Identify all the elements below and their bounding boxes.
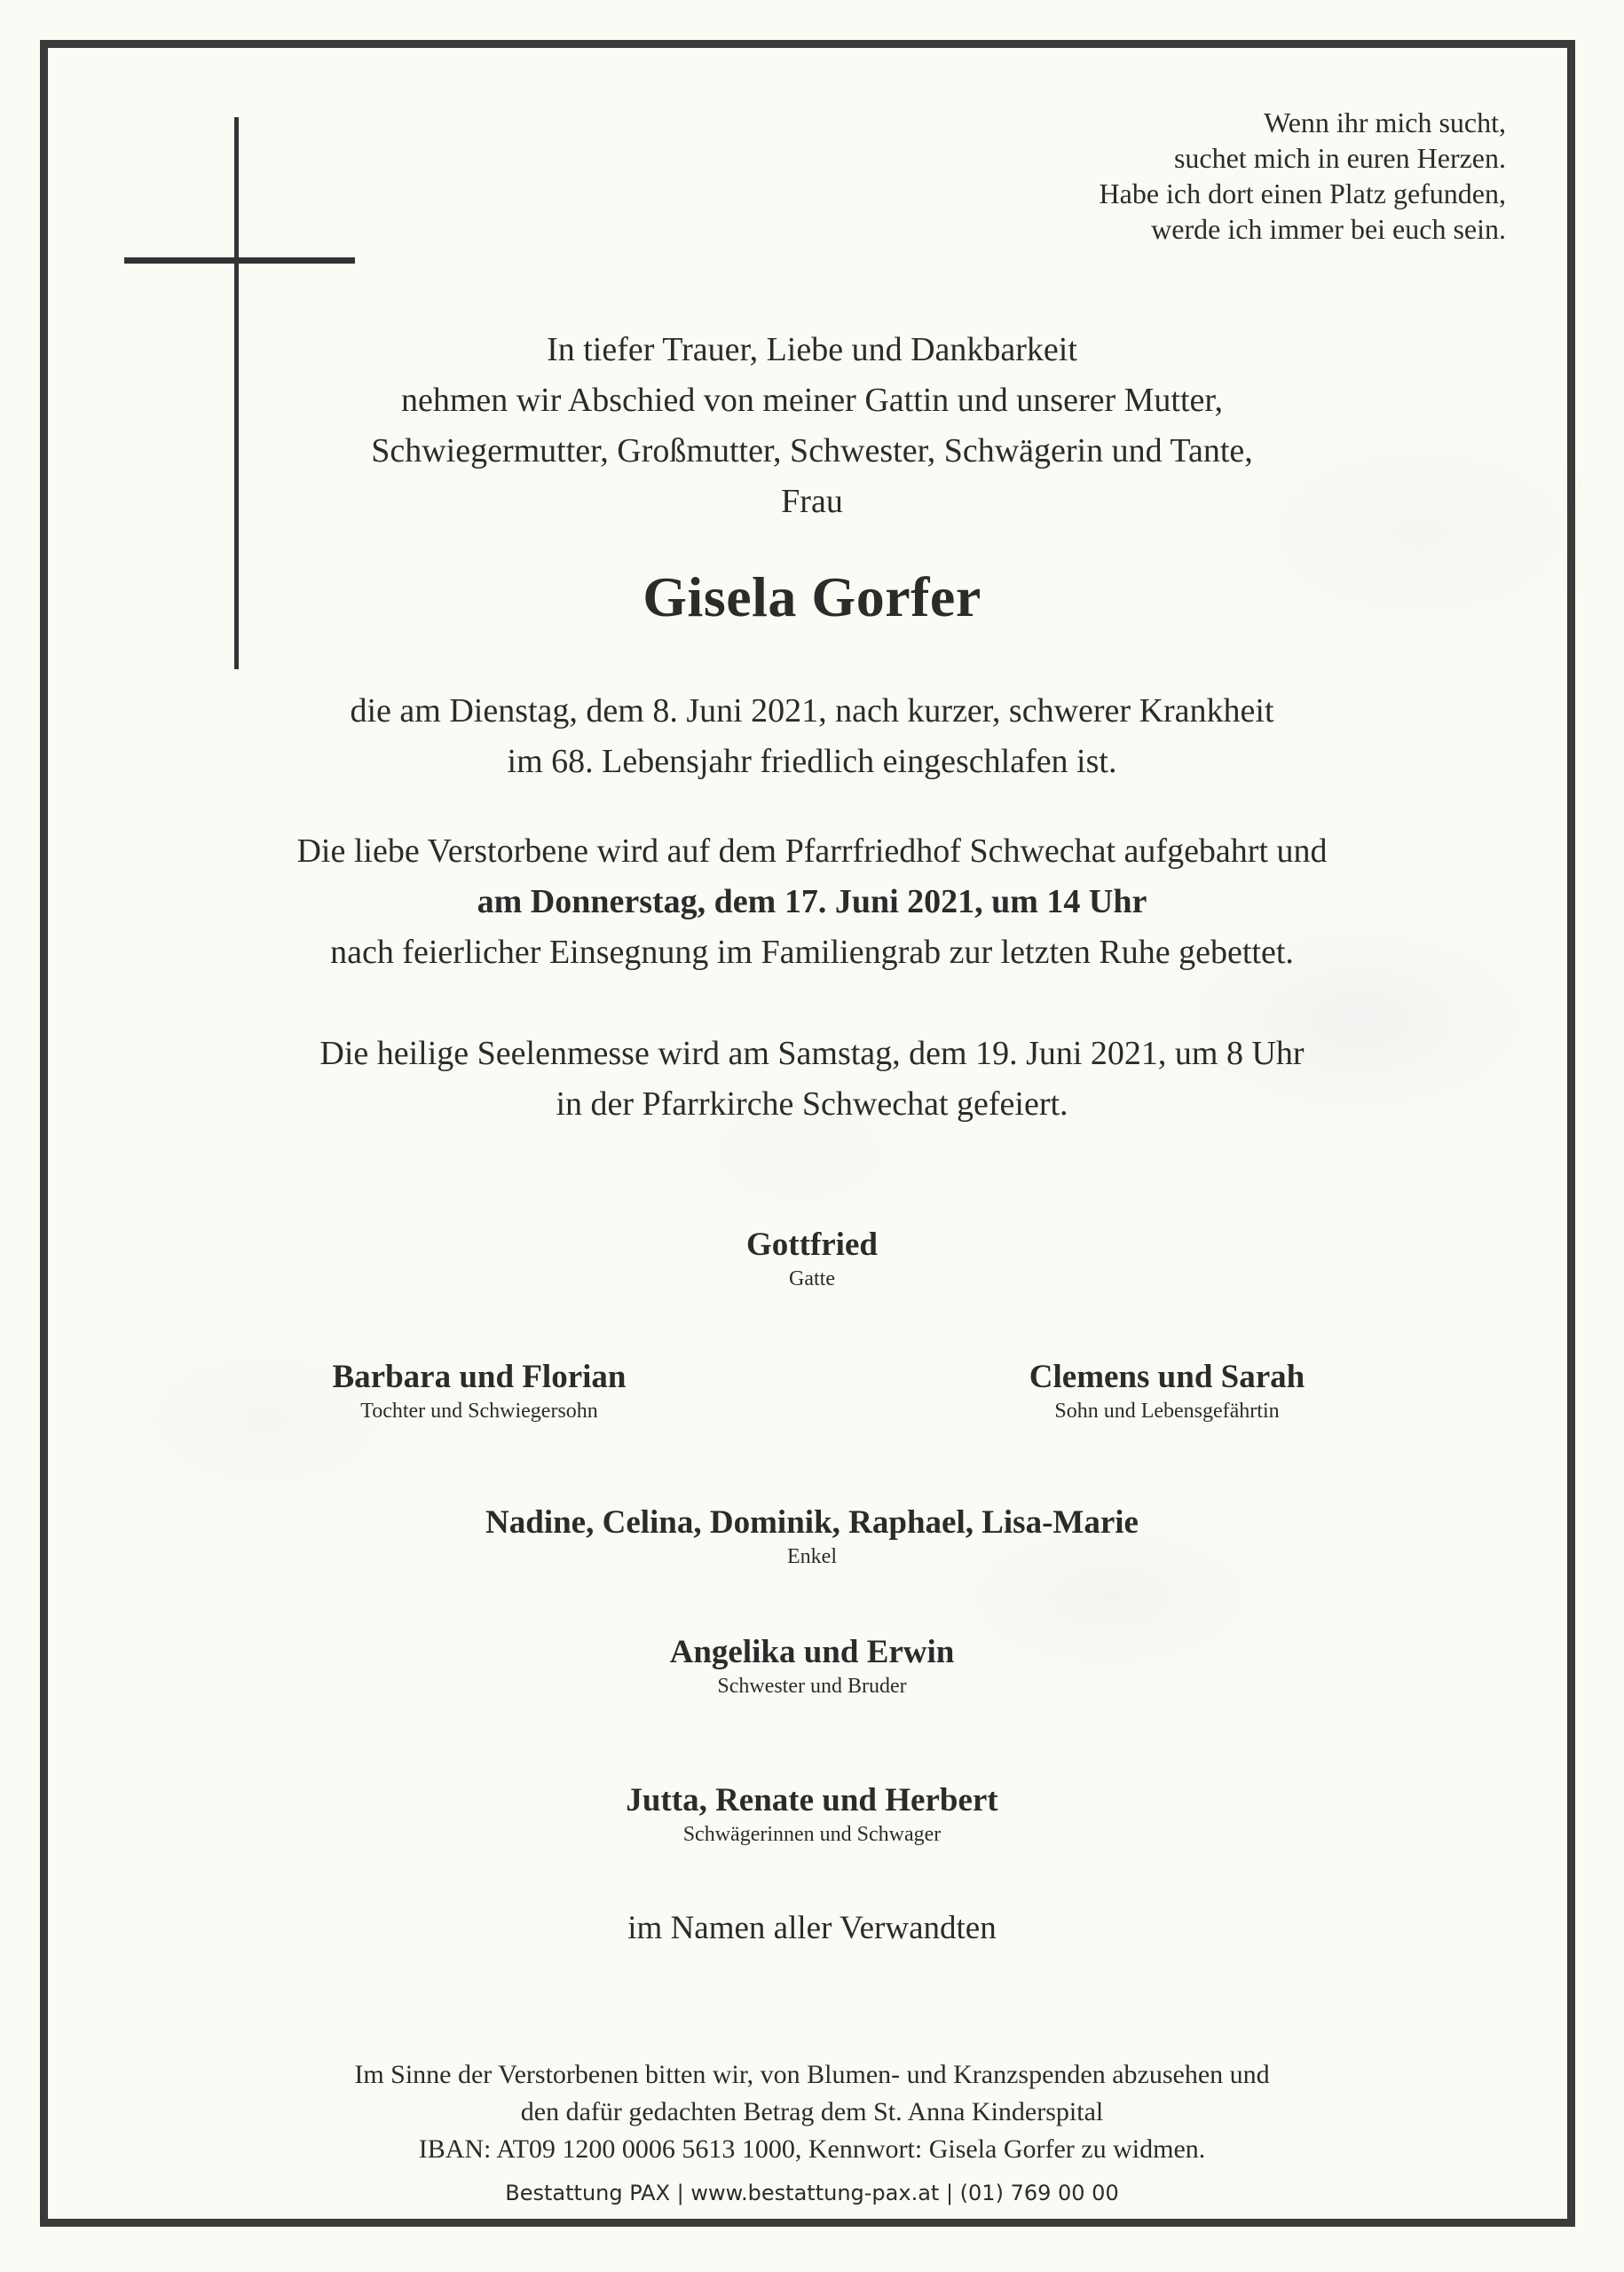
poem-line: Habe ich dort einen Platz gefunden, [1099, 178, 1506, 209]
mourner-clemens [936, 1357, 1398, 1424]
mourner-role: Schwester und Bruder [717, 1675, 907, 1698]
poem-line: Wenn ihr mich sucht, [1264, 106, 1506, 138]
mourner-enkel [0, 1503, 1624, 1570]
donation-line: den dafür gedachten Betrag dem St. Anna Kinderspital [520, 2097, 1104, 2126]
intro-line: nehmen wir Abschied von meiner Gattin und unserer Mutter, [400, 382, 1224, 419]
poem-line: suchet mich in euren Herzen. [1173, 142, 1506, 174]
mourner-role: Gatte [789, 1267, 835, 1290]
mourner-role: Schwägerinnen und Schwager [682, 1823, 942, 1846]
death-line: im 68. Lebensjahr friedlich eingeschlafen ist. [507, 743, 1117, 780]
memorial-poem [1100, 105, 1507, 247]
mourner-angelika [0, 1632, 1624, 1700]
mourner-name: Nadine, Celina, Dominik, Raphael, Lisa-Marie [485, 1504, 1139, 1541]
mourner-barbara [248, 1357, 710, 1424]
mourner-role: Sohn und Lebensgefährtin [1054, 1400, 1280, 1423]
funeral-home-footer: Bestattung PAX | www.bestattung-pax.at | (01) 769 00 00 [505, 2181, 1119, 2205]
mourner-name: Gottfried [746, 1227, 878, 1263]
intro-line: Frau [781, 483, 843, 520]
mourner-gottfried [0, 1225, 1624, 1292]
mourner-name: Jutta, Renate und Herbert [626, 1782, 998, 1818]
mourner-jutta [0, 1780, 1624, 1848]
donation-line: Im Sinne der Verstorbenen bitten wir, von Blumen- und Kranzspenden abzusehen und [354, 2060, 1270, 2089]
cross-icon-horizontal [124, 257, 355, 264]
death-line: die am Dienstag, dem 8. Juni 2021, nach kurzer, schwerer Krankheit [350, 692, 1274, 730]
mourner-name: Clemens und Sarah [1029, 1359, 1305, 1395]
mourner-name: Barbara und Florian [332, 1359, 627, 1395]
donation-notice [0, 2056, 1624, 2168]
death-notice [0, 686, 1624, 787]
mourner-name: Angelika und Erwin [669, 1634, 955, 1670]
mass-line: Die heilige Seelenmesse wird am Samstag, dem 19. Juni 2021, um 8 Uhr [319, 1035, 1305, 1072]
mass-notice [0, 1029, 1624, 1130]
donation-line: IBAN: AT09 1200 0006 5613 1000, Kennwort: Gisela Gorfer zu widmen. [418, 2134, 1206, 2164]
burial-date: am Donnerstag, dem 17. Juni 2021, um 14 Uhr [477, 883, 1147, 920]
mourner-role: Tochter und Schwiegersohn [360, 1400, 598, 1423]
intro-line: In tiefer Trauer, Liebe und Dankbarkeit [547, 331, 1077, 368]
mourner-role: Enkel [787, 1545, 837, 1568]
intro-paragraph [0, 325, 1624, 527]
burial-line: nach feierlicher Einsegnung im Familiengrab zur letzten Ruhe gebettet. [330, 934, 1294, 971]
burial-line: Die liebe Verstorbene wird auf dem Pfarrfriedhof Schwechat aufgebahrt und [296, 832, 1328, 870]
mass-line: in der Pfarrkirche Schwechat gefeiert. [556, 1085, 1068, 1123]
deceased-name: Gisela Gorfer [643, 565, 981, 628]
intro-line: Schwiegermutter, Großmutter, Schwester, Schwägerin und Tante, [371, 432, 1253, 469]
burial-notice [0, 826, 1624, 978]
poem-line: werde ich immer bei euch sein. [1151, 213, 1506, 245]
closing-line: im Namen aller Verwandten [627, 1910, 997, 1946]
